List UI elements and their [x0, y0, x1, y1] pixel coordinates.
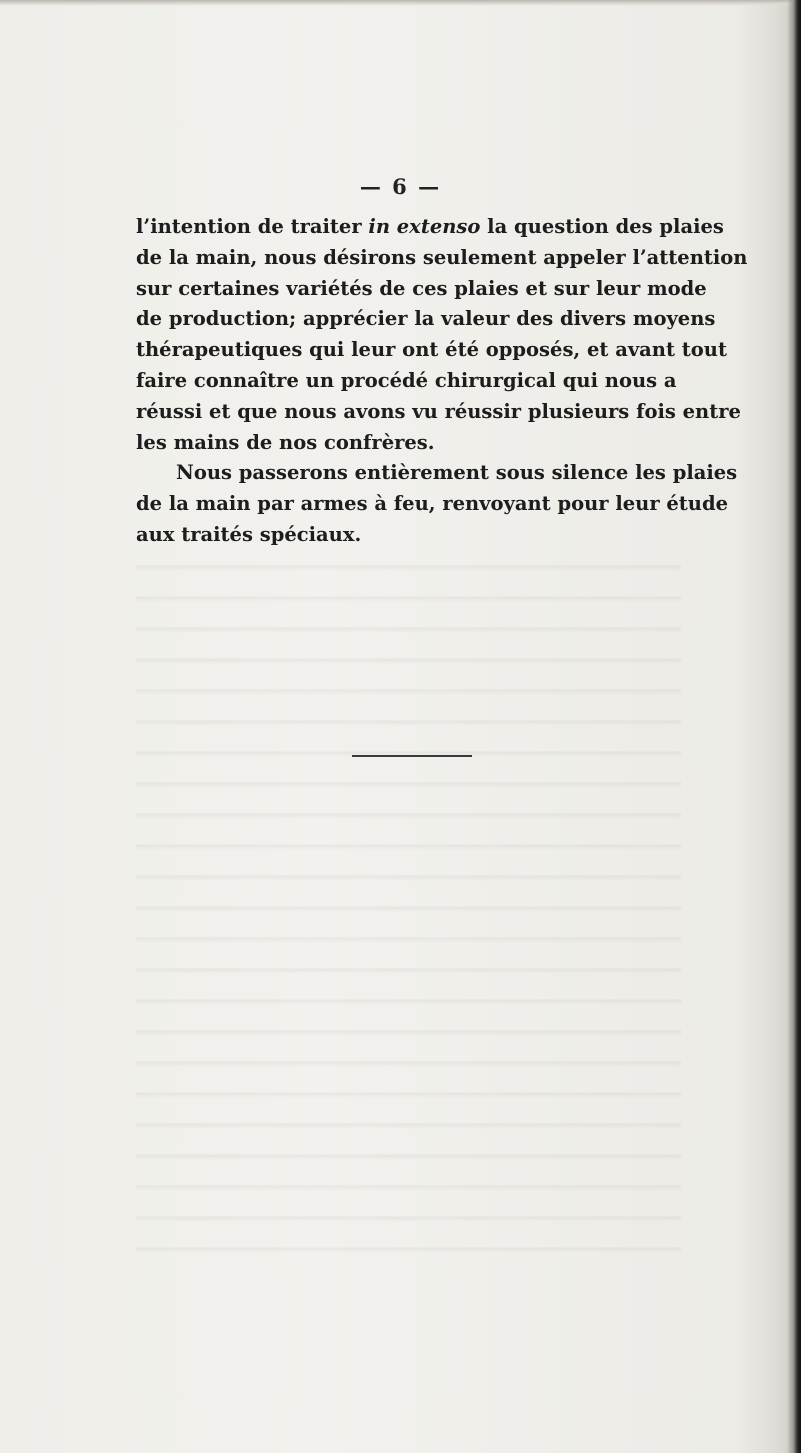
text-line: les mains de nos confrères.: [136, 430, 435, 454]
text-line: de la main par armes à feu, renvoyant pour leur étude: [136, 492, 729, 516]
page-top-edge: [0, 0, 801, 6]
page-number: — 6 —: [359, 174, 442, 199]
body-text: [136, 212, 748, 551]
text-line: de la main, nous désirons seulement appeler l’attention: [136, 245, 748, 269]
page-right-edge: [787, 0, 801, 1453]
text-line: faire connaître un procédé chirurgical qui nous a: [136, 368, 677, 392]
show-through-text: [136, 545, 681, 1265]
italic-phrase: in extenso: [368, 215, 481, 238]
text-line: aux traités spéciaux.: [136, 522, 362, 546]
section-rule: [352, 755, 472, 757]
text-line: de production; apprécier la valeur des divers moyens: [136, 307, 716, 331]
text-line: réussi et que nous avons vu réussir plusieurs fois entre: [136, 399, 741, 423]
text-line: l’intention de traiter in extenso la question des plaies: [136, 215, 724, 238]
text-line: Nous passerons entièrement sous silence les plaies: [176, 461, 738, 485]
text-line: sur certaines variétés de ces plaies et sur leur mode: [136, 276, 707, 300]
text-line: thérapeutiques qui leur ont été opposés, et avant tout: [136, 338, 727, 362]
